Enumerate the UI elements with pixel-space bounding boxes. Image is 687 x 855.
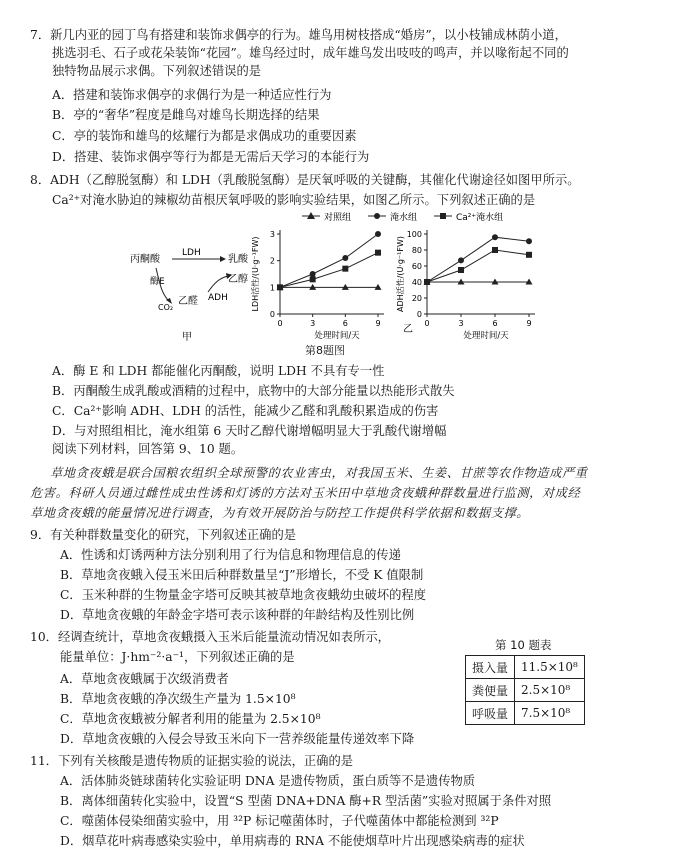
pathway-lactate: 乳酸	[228, 254, 248, 265]
ldh-series-1-point	[342, 255, 348, 261]
ldh-activity-chart	[250, 222, 390, 342]
ldh-series-1-point	[375, 231, 381, 237]
adh-y-tick-label: 40	[411, 278, 422, 287]
q9-option-c: C．玉米种群的生物量金字塔可反映其被草地贪夜蛾幼虫破坏的程度	[60, 588, 427, 602]
legend-label-flood: 淹水组	[390, 213, 418, 223]
q7-stem-line-2: 挑选羽毛、石子或花朵装饰“花园”。雄鸟经过时，成年雄鸟发出吱吱的鸣声，并以喙衔起不同的	[52, 46, 569, 60]
ldh-series-2-point	[277, 284, 283, 290]
ldh-y-tick-label: 1	[269, 283, 275, 293]
ldh-y-tick-label: 2	[269, 256, 275, 266]
q11-option-c: C．噬菌体侵染细菌实验中，用 ³²P 标记噬菌体时，子代噬菌体中都能检测到 ³²P	[60, 814, 499, 828]
table-row	[466, 656, 585, 679]
q11-option-b: B．离体细菌转化实验中，设置“S 型菌 DNA+DNA 酶+R 型活菌”实验对照属于条件对照	[60, 794, 552, 808]
q7-option-d: D．搭建、装饰求偶亭等行为都是无需后天学习的本能行为	[52, 150, 370, 164]
q8-stem-line-2: Ca²⁺对淹水胁迫的辣椒幼苗根厌氧呼吸的影响实验结果，如图乙所示。下列叙述正确的是	[52, 193, 536, 207]
adh-y-tick-label: 80	[411, 246, 422, 255]
q10-option-a: A．草地贪夜蛾属于次级消费者	[60, 672, 229, 686]
adh-x-tick-label: 0	[424, 319, 430, 328]
pathway-co2: CO₂	[158, 303, 174, 312]
q10-table-title: 第 10 题表	[495, 638, 552, 652]
ldh-x-tick-label: 0	[277, 319, 283, 328]
legend-label-control: 对照组	[324, 213, 352, 223]
pathway-pyruvate: 丙酮酸	[130, 254, 160, 265]
adh-y-tick-label: 100	[406, 230, 422, 239]
adh-series-2-point	[526, 252, 532, 258]
pathway-acetaldehyde: 乙醛	[178, 296, 198, 307]
table-cell-label: 摄入量	[466, 656, 515, 679]
adh-y-label: ADH活性/(U·g⁻¹FW)	[396, 235, 405, 313]
legend-label-ca-flood: Ca²⁺淹水组	[456, 213, 504, 223]
pathway-enzyme-e: 酶E	[150, 277, 165, 287]
q9-option-d: D．草地贪夜蛾的年龄金字塔可表示该种群的年龄结构及性别比例	[60, 608, 415, 622]
q7-option-b: B．亭的“奢华”程度是雌鸟对雄鸟长期选择的结果	[52, 108, 320, 122]
ldh-series-2-point	[375, 250, 381, 256]
q10-stem-line-2: 能量单位：J·hm⁻²·a⁻¹，下列叙述正确的是	[60, 650, 295, 664]
q9-option-a: A．性诱和灯诱两种方法分别利用了行为信息和物理信息的传递	[60, 548, 401, 562]
reading-intro: 阅读下列材料，回答第 9、10 题。	[52, 442, 244, 456]
pathway-adh: ADH	[208, 293, 228, 303]
passage-line-3: 草地贪夜蛾的能量情况进行调查，为有效开展防治与防控工作提供科学依据和数据支撑。	[30, 506, 530, 520]
adh-series-1-point	[492, 234, 498, 240]
q10-option-c: C．草地贪夜蛾被分解者利用的能量为 2.5×10⁸	[60, 712, 321, 726]
q8-option-b: B．丙酮酸生成乳酸或酒精的过程中，底物中的大部分能量以热能形式散失	[52, 384, 455, 398]
table-row	[466, 702, 585, 725]
ldh-x-tick-label: 6	[342, 319, 348, 328]
q8-option-c: C．Ca²⁺影响 ADH、LDH 的活性，能减少乙醛和乳酸积累造成的伤害	[52, 404, 439, 418]
ldh-series-2-point	[342, 266, 348, 272]
arrowhead-ldh	[220, 256, 226, 262]
ldh-y-tick-label: 3	[269, 230, 275, 239]
adh-x-label: 处理时间/天	[463, 331, 509, 341]
q10-energy-table	[465, 655, 585, 725]
ldh-series-2-point	[310, 276, 316, 282]
q11-option-a: A．活体肺炎链球菌转化实验证明 DNA 是遗传物质，蛋白质等不是遗传物质	[60, 774, 476, 788]
q8-stem-line-1: 8．ADH（乙醇脱氢酶）和 LDH（乳酸脱氢酶）是厌氧呼吸的关键酶，其催化代谢途径如图甲所示。	[30, 173, 580, 187]
adh-x-tick-label: 6	[492, 319, 498, 328]
figure-8-caption: 第8题图	[305, 344, 345, 357]
table-cell-value: 7.5×10⁸	[515, 702, 585, 725]
adh-activity-chart	[395, 222, 545, 342]
adh-y-tick-label: 60	[411, 262, 422, 271]
passage-line-1: 草地贪夜蛾是联合国粮农组织全球预警的农业害虫，对我国玉米、生姜、甘蔗等农作物造成严重	[50, 466, 588, 480]
table-cell-value: 11.5×10⁸	[515, 656, 585, 679]
q8-option-a: A．酶 E 和 LDH 都能催化丙酮酸，说明 LDH 不具有专一性	[52, 364, 385, 378]
q10-option-b: B．草地贪夜蛾的净次级生产量为 1.5×10⁸	[60, 692, 296, 706]
adh-series-2-point	[458, 267, 464, 273]
ldh-x-tick-label: 3	[310, 319, 316, 328]
q9-stem: 9．有关种群数量变化的研究，下列叙述正确的是	[30, 528, 297, 542]
q8-option-d: D．与对照组相比，淹水组第 6 天时乙醇代谢增幅明显大于乳酸代谢增幅	[52, 424, 447, 438]
adh-y-tick-label: 0	[416, 310, 422, 319]
adh-series-2-point	[424, 279, 430, 285]
ldh-series-2-line	[280, 253, 378, 288]
pathway-diagram	[120, 240, 270, 350]
ldh-y-tick-label: 0	[269, 310, 275, 319]
table-cell-label: 粪便量	[466, 679, 515, 702]
ldh-series-1-point	[310, 271, 316, 277]
adh-x-tick-label: 3	[458, 319, 464, 328]
q7-stem-line-3: 独特物品展示求偶。下列叙述错误的是	[52, 64, 262, 78]
q9-option-b: B．草地贪夜蛾入侵玉米田后种群数量呈“J”形增长，不受 K 值限制	[60, 568, 424, 582]
passage-line-2: 危害。科研人员通过雌性成虫性诱和灯诱的方法对玉米田中草地贪夜蛾种群数量进行监测，对成经	[30, 486, 581, 500]
adh-series-1-point	[458, 257, 464, 263]
q10-option-d: D．草地贪夜蛾的入侵会导致玉米向下一营养级能量传递效率下降	[60, 732, 415, 746]
q11-stem: 11．下列有关核酸是遗传物质的证据实验的说法，正确的是	[30, 754, 354, 768]
arrow-adh	[208, 276, 228, 292]
pathway-label-jia: 甲	[182, 332, 192, 343]
chart-label-yi: 乙	[403, 324, 413, 335]
ldh-x-tick-label: 9	[375, 319, 381, 328]
pathway-ldh: LDH	[182, 248, 201, 258]
ldh-y-label: LDH活性/(U·g⁻¹FW)	[251, 236, 260, 312]
pathway-ethanol: 乙醇	[228, 274, 248, 285]
adh-y-tick-label: 20	[411, 294, 422, 303]
adh-series-1-point	[526, 238, 532, 244]
ldh-series-1-line	[280, 234, 378, 287]
q10-stem-line-1: 10．经调查统计，草地贪夜蛾摄入玉米后能量流动情况如表所示，	[30, 630, 390, 644]
table-cell-value: 2.5×10⁸	[515, 679, 585, 702]
adh-x-tick-label: 9	[526, 319, 532, 328]
adh-series-2-line	[427, 250, 529, 282]
adh-series-2-point	[492, 247, 498, 253]
q11-option-d: D．烟草花叶病毒感染实验中，单用病毒的 RNA 不能使烟草叶片出现感染病毒的症状	[60, 834, 525, 848]
q7-stem-line-1: 7．新几内亚的园丁鸟有搭建和装饰求偶亭的行为。雄鸟用树枝搭成“婚房”，以小枝铺成林荫小道，	[30, 28, 567, 42]
q7-option-a: A．搭建和装饰求偶亭的求偶行为是一种适应性行为	[52, 88, 332, 102]
table-row	[466, 679, 585, 702]
table-cell-label: 呼吸量	[466, 702, 515, 725]
ldh-x-label: 处理时间/天	[314, 331, 360, 341]
q7-option-c: C．亭的装饰和雄鸟的炫耀行为都是求偶成功的重要因素	[52, 129, 357, 143]
